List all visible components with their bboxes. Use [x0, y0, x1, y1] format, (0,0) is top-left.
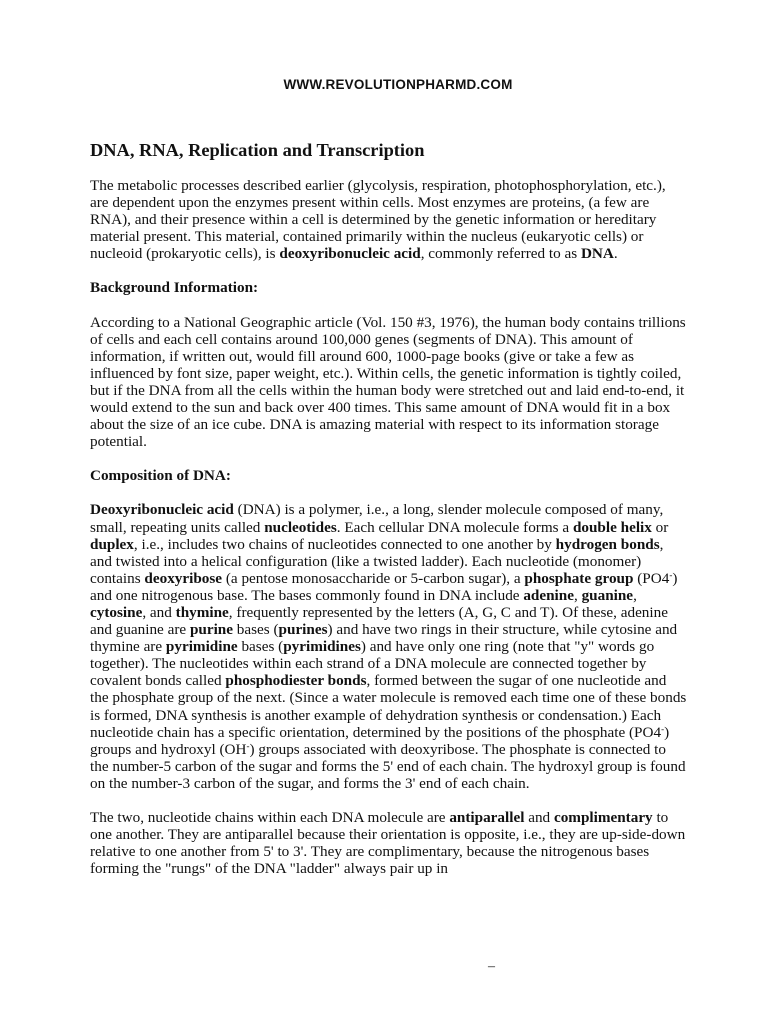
superscript: -: [669, 569, 673, 580]
body-text: The two, nucleotide chains within each DNA molecule are: [90, 809, 450, 826]
term-bold: deoxyribose: [144, 569, 223, 587]
page-marker: –: [488, 959, 495, 974]
term-complimentary: complimentary: [553, 809, 653, 826]
term-bold: purine: [189, 621, 233, 639]
term-bold: cytosine: [90, 603, 143, 621]
body-text: or: [651, 518, 669, 536]
intro-text: , commonly referred to as: [420, 245, 581, 263]
body-text: ) groups associated with deoxyribose. The phosphate is connected to the number-5 carbon of the sugar and forms the 5' end of each chain. The hydroxyl group is found on the number-3 carbon of the sugar, and forms the 3' end of each chain.: [90, 740, 686, 792]
body-text: (PO4: [633, 569, 670, 587]
term-bold: purines: [278, 621, 328, 639]
body-text: ) and one nitrogenous base. The bases commonly found in DNA include: [90, 569, 678, 604]
body-text: , i.e., includes two chains of nucleotides connected to one another by: [133, 535, 556, 553]
body-text: bases (: [237, 638, 284, 656]
intro-paragraph: [90, 177, 688, 262]
document-body: [90, 139, 688, 894]
term-bold: phosphodiester bonds: [225, 672, 367, 690]
body-text: ) and have two rings in their structure, while cytosine and thymine are: [90, 621, 678, 656]
term-bold: pyrimidine: [165, 638, 238, 656]
body-text: (DNA) is a polymer, i.e., a long, slender molecule composed of many, small, repeating units called: [90, 501, 664, 536]
superscript: -: [661, 723, 665, 734]
term-dna: DNA: [580, 245, 614, 263]
body-text: . Each cellular DNA molecule forms a: [336, 518, 573, 536]
term-antiparallel: antiparallel: [449, 809, 525, 826]
term-bold: phosphate group: [524, 569, 634, 587]
body-text: , and: [142, 603, 176, 621]
body-text: , frequently represented by the letters (A, G, C and T). Of these, adenine and guanine are: [90, 603, 668, 639]
term-bold: hydrogen bonds: [555, 535, 660, 553]
body-text: (a pentose monosaccharide or 5-carbon sugar), a: [222, 569, 525, 587]
body-text: ,: [573, 586, 582, 604]
antiparallel-paragraph: [90, 809, 688, 877]
composition-paragraph: [90, 501, 688, 792]
body-text: , formed between the sugar of one nucleotide and the phosphate group of the next. (Since a water molecule is removed each time one of these bonds is formed, DNA synthesis is another example of dehydration synthesis or condensation.) Each nucleotide chain has a specific orientation, determined by the positions of the phosphate (PO4: [90, 672, 687, 741]
term-bold: pyrimidines: [283, 638, 361, 656]
body-text: ,: [633, 586, 637, 604]
body-text: to one another. They are antiparallel because their orientation is opposite, i.e., they are up-side-down relative to one another from 5' to 3'. They are complimentary, because the nitrogenous bases forming the "rungs" of the DNA "ladder" always pair up in: [90, 809, 686, 878]
term-deoxyribonucleic-acid: deoxyribonucleic acid: [279, 245, 421, 263]
background-paragraph: According to a National Geographic article (Vol. 150 #3, 1976), the human body contains trillions of cells and each cell contains around 100,000 genes (segments of DNA). This amount of information, if written out, would fill around 600, 1000-page books (give or take a few as influenced by font size, paper weight, etc.). Within cells, the genetic information is tightly coiled, but if the DNA from all the cells within the human body were stretched out and laid end-to-end, it would extend to the sun and back over 400 times. This same amount of DNA would fit in a box about the size of an ice cube. DNA is amazing material with respect to its information storage potential.: [90, 313, 686, 451]
term-bold: duplex: [90, 535, 134, 553]
term-bold: guanine: [581, 586, 634, 604]
body-text: ) and have only one ring (note that "y" words go together). The nucleotides within each strand of a DNA molecule are connected together by covalent bonds called: [90, 638, 655, 690]
superscript: -: [246, 740, 250, 751]
term-bold: nucleotides: [264, 518, 337, 536]
body-text: and: [524, 809, 554, 826]
term-bold: double helix: [572, 518, 652, 536]
background-heading: Background Information:: [90, 279, 259, 297]
body-text: bases (: [232, 621, 279, 639]
composition-heading: Composition of DNA:: [90, 467, 231, 485]
intro-text: .: [613, 245, 618, 263]
term-bold: adenine: [523, 586, 574, 604]
website-header: WWW.REVOLUTIONPHARMD.COM: [283, 77, 513, 92]
term-bold: Deoxyribonucleic acid: [90, 501, 234, 519]
body-text: , and twisted into a helical configuration (like a twisted ladder). Each nucleotide (monomer) contains: [90, 535, 664, 587]
body-text: ) groups and hydroxyl (OH: [90, 723, 670, 758]
term-bold: thymine: [175, 603, 229, 621]
intro-text: The metabolic processes described earlier (glycolysis, respiration, photophosphorylation, etc.), are dependent upon the enzymes present within cells. Most enzymes are proteins, (a few are RNA), and their presence within a cell is determined by the genetic information or hereditary material present. This material, contained primarily within the nucleus (eukaryotic cells) or nucleoid (prokaryotic cells), is: [90, 177, 666, 263]
document-title: DNA, RNA, Replication and Transcription: [90, 140, 425, 160]
